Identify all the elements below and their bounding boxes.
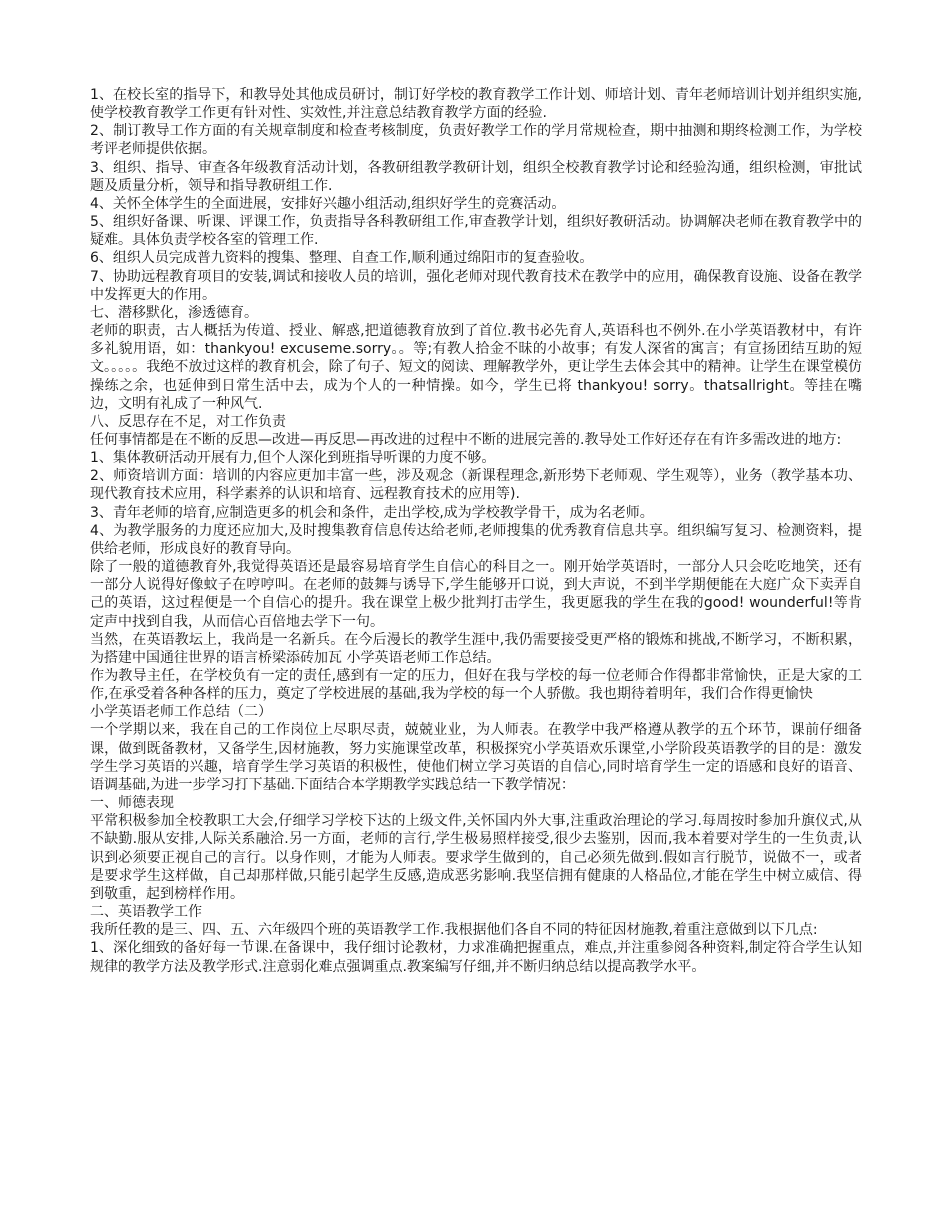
section-heading: 二、英语教学工作	[90, 904, 202, 921]
paragraph: 5、组织好备课、听课、评课工作，负责指导各科教研组工作,审查教学计划，组织好教研活动。协调解决老师在教育教学中的疑难。具体负责学校各室的管理工作.	[90, 214, 862, 249]
paragraph: 2、师资培训方面：培训的内容应更加丰富一些，涉及观念（新课程理念,新形势下老师观、学生观等），业务（教学基本功、现代教育技术应用，科学素养的认识和培育、远程教育技术的应用等).	[90, 468, 862, 503]
paragraph: 7、协助远程教育项目的安装,调试和接收人员的培训，强化老师对现代教育技术在教学中的应用，确保教育设施、设备在教学中发挥更大的作用。	[90, 268, 862, 303]
section-heading: 七、潜移默化，渗透德育。	[90, 304, 258, 321]
paragraph: 6、组织人员完成普九资料的搜集、整理、自查工作,顺利通过绵阳市的复查验收。	[90, 250, 594, 267]
paragraph: 1、集体教研活动开展有力,但个人深化到班指导听课的力度不够。	[90, 450, 496, 467]
section-heading: 八、反思存在不足，对工作负责	[90, 413, 286, 430]
paragraph: 任何事情都是在不断的反思—改进—再反思—再改进的过程中不断的进展完善的.教导处工作好还存在有许多需改进的地方:	[90, 431, 842, 448]
paragraph: 老师的职责，古人概括为传道、授业、解惑,把道德教育放到了首位.教书必先育人,英语科也不例外.在小学英语教材中，有许多礼貌用语，如：thankyou! excuseme.sorry。。等;有教人拾金不昧的小故事；有发人深省的寓言；有宣扬团结互助的短文。。。。。我绝不放过这样的教育机会，除了句子、短文的阅读、理解教学外，更让学生去体会其中的精神。让学生在课堂模仿操练之余，也延伸到日常生活中去，成为个人的一种情操。如今，学生已将 thankyou! sorry。thatsallright。等挂在嘴边，文明有礼成了一种风气.	[90, 323, 862, 412]
paragraph: 4、关怀全体学生的全面进展，安排好兴趣小组活动,组织好学生的竞赛活动。	[90, 195, 566, 212]
paragraph: 当然，在英语教坛上，我尚是一名新兵。在今后漫长的教学生涯中,我仍需要接受更严格的锻炼和挑战,不断学习，不断积累，为搭建中国通往世界的语言桥梁添砖加瓦 小学英语老师工作总结。	[90, 631, 862, 666]
paragraph: 3、组织、指导、审查各年级教育活动计划，各教研组教学教研计划，组织全校教育教学讨论和经验沟通，组织检测，审批试题及质量分析，领导和指导教研组工作.	[90, 159, 862, 194]
paragraph: 1、深化细致的备好每一节课.在备课中，我仔细讨论教材，力求准确把握重点，难点,并注重参阅各种资料,制定符合学生认知规律的教学方法及教学形式.注意弱化难点强调重点.教案编写仔细,并不断归纳总结以提高教学水平。	[90, 940, 862, 975]
paragraph: 我所任教的是三、四、五、六年级四个班的英语教学工作.我根据他们各自不同的特征因材施教,着重注意做到以下几点:	[90, 922, 818, 939]
paragraph: 4、为教学服务的力度还应加大,及时搜集教育信息传达给老师,老师搜集的优秀教育信息共享。组织编写复习、检测资料，提供给老师，形成良好的教育导向。	[90, 522, 862, 557]
paragraph: 1、在校长室的指导下，和教导处其他成员研讨，制订好学校的教育教学工作计划、师培计划、青年老师培训计划并组织实施,使学校教育教学工作更有针对性、实效性,并注意总结教育教学方面的经验.	[90, 87, 862, 122]
paragraph: 除了一般的道德教育外,我觉得英语还是最容易培育学生自信心的科目之一。刚开始学英语时，一部分人只会吃吃地笑，还有一部分人说得好像蚊子在哼哼叫。在老师的鼓舞与诱导下,学生能够开口说，到大声说，不到半学期便能在大庭广众下卖弄自己的英语，这过程便是一个自信心的提升。我在课堂上极少批判打击学生，我更愿我的学生在我的good! wounderful!等肯定声中找到自我，从而信心百倍地去学下一句。	[90, 559, 862, 630]
document-title: 小学英语老师工作总结（二）	[90, 704, 272, 721]
paragraph: 3、青年老师的培育,应制造更多的机会和条件，走出学校,成为学校教学骨干，成为名老师。	[90, 504, 654, 521]
paragraph: 作为教导主任，在学校负有一定的责任,感到有一定的压力，但好在我与学校的每一位老师合作得都非常愉快，正是大家的工作,在承受着各种各样的压力，奠定了学校进展的基础,我为学校的每一个人骄傲。我也期待着明年，我们合作得更愉快	[90, 668, 862, 703]
section-heading: 一、师德表现	[90, 795, 174, 812]
paragraph: 平常积极参加全校教职工大会,仔细学习学校下达的上级文件,关怀国内外大事,注重政治理论的学习.每周按时参加升旗仪式,从不缺勤.服从安排,人际关系融洽.另一方面，老师的言行,学生极易照样接受,很少去鉴别，因而,我本着要对学生的一生负责,认识到必须要正视自己的言行。以身作则，才能为人师表。要求学生做到的，自己必须先做到.假如言行脱节，说做不一，或者是要求学生这样做，自己却那样做,只能引起学生反感,造成恶劣影响.我坚信拥有健康的人格品位,才能在学生中树立威信、得到敬重，起到榜样作用。	[90, 813, 862, 902]
document-page	[90, 86, 862, 976]
paragraph: 一个学期以来，我在自己的工作岗位上尽职尽责，兢兢业业，为人师表。在教学中我严格遵从教学的五个环节，课前仔细备课，做到既备教材，又备学生,因材施教，努力实施课堂改革，积极探究小学英语欢乐课堂,小学阶段英语教学的目的是：激发学生学习英语的兴趣，培育学生学习英语的积极性，使他们树立学习英语的自信心,同时培育学生一定的语感和良好的语音、语调基础,为进一步学习打下基础.下面结合本学期教学实践总结一下教学情况：	[90, 722, 862, 793]
paragraph: 2、制订教导工作方面的有关规章制度和检查考核制度，负责好教学工作的学月常规检查，期中抽测和期终检测工作，为学校考评老师提供依据。	[90, 123, 862, 158]
